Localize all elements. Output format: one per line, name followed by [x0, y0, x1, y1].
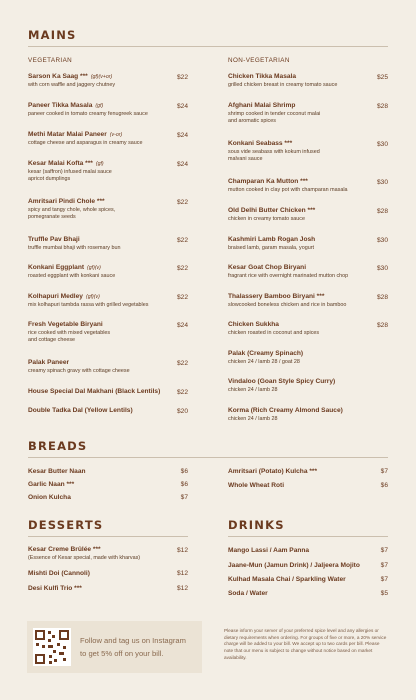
veg-item: Paneer Tikka Masala (gf) paneer cooked in tomato creamy fenugreek sauce	[28, 102, 148, 117]
item-price: $22	[176, 360, 188, 367]
item-price: $30	[376, 237, 388, 244]
dessert-item: Mishti Doi (Cannoli)	[28, 570, 90, 577]
nonveg-item: Afghani Malai Shrimp shrimp cooked in tender coconut malai and aromatic spices	[228, 102, 321, 125]
item-price: $28	[376, 103, 388, 110]
desserts-title: DESSERTS	[28, 518, 104, 532]
veg-item: Fresh Vegetable Biryani rice cooked with mixed vegetables and cottage cheese	[28, 321, 111, 344]
veg-item: Double Tadka Dal (Yellow Lentils)	[28, 407, 133, 414]
nonveg-item: Kashmiri Lamb Rogan Josh braised lamb, garam masala, yogurt	[228, 236, 316, 251]
breads-title: BREADS	[28, 439, 88, 453]
nonveg-item: Chicken Sukkha chicken roasted in coconut and spices	[228, 321, 320, 336]
veg-item: Sarson Ka Saag *** (gf)(v+or) with corn waffle and jaggery chutney	[28, 73, 116, 88]
drinks-rule	[228, 536, 388, 537]
nonveg-item: Champaran Ka Mutton *** mutton cooked in clay pot with champaran masala	[228, 178, 348, 193]
item-price: $25	[376, 74, 388, 81]
item-price: $12	[176, 547, 188, 554]
item-price: $7	[180, 494, 188, 501]
nonveg-item: Palak (Creamy Spinach) chicken 24 / lamb 28 / goat 28	[228, 350, 304, 365]
item-price: $7	[380, 562, 388, 569]
nonveg-item: Vindaloo (Goan Style Spicy Curry) chicken 24 / lamb 28	[228, 378, 336, 393]
nonveg-item: Chicken Tikka Masala grilled chicken breast in creamy tomato sauce	[228, 73, 338, 88]
item-price: $6	[180, 481, 188, 488]
item-price: $30	[376, 141, 388, 148]
veg-item: Truffle Pav Bhaji truffle mumbai bhaji with rosemary bun	[28, 236, 121, 251]
item-price: $28	[376, 322, 388, 329]
veg-item: Amritsari Pindi Chole *** spicy and tangy chole, whole spices, pomegranate seeds	[28, 198, 116, 221]
mains-rule	[28, 46, 388, 47]
item-price: $22	[176, 199, 188, 206]
item-price: $22	[176, 389, 188, 396]
nonveg-item: Konkani Seabass *** sous vide seabass with kokum infused malvani sauce	[228, 140, 320, 163]
item-price: $22	[176, 294, 188, 301]
veg-item: Konkani Eggplant (gf)(v) roasted eggplant with konkani sauce	[28, 264, 116, 279]
breads-rule	[28, 457, 388, 458]
item-price: $6	[180, 468, 188, 475]
item-price: $28	[376, 208, 388, 215]
nonveg-item: Thalassery Bamboo Biryani *** slowcooked boneless chicken and rice in bamboo	[228, 293, 347, 308]
non-vegetarian-heading: NON-VEGETARIAN	[228, 57, 290, 64]
drink-item: Kulhad Masala Chai / Sparkling Water	[228, 576, 346, 583]
item-price: $5	[380, 590, 388, 597]
item-price: $22	[176, 265, 188, 272]
bread-item: Amritsari (Potato) Kulcha ***	[228, 468, 318, 475]
qr-code-icon[interactable]	[33, 628, 71, 666]
item-price: $24	[176, 161, 188, 168]
veg-item: Methi Matar Malai Paneer (v-or) cottage cheese and asparagus in creamy sauce	[28, 131, 143, 146]
vegetarian-heading: VEGETARIAN	[28, 57, 73, 64]
item-price: $12	[176, 585, 188, 592]
bread-item: Kesar Butter Naan	[28, 468, 86, 475]
nonveg-item: Korma (Rich Creamy Almond Sauce) chicken 24 / lamb 28	[228, 407, 343, 422]
item-price: $7	[380, 547, 388, 554]
veg-item: Palak Paneer creamy spinach gravy with cottage cheese	[28, 359, 130, 374]
bread-item: Whole Wheat Roti	[228, 482, 285, 489]
bread-item: Garlic Naan ***	[28, 481, 75, 488]
item-price: $24	[176, 322, 188, 329]
item-price: $24	[176, 103, 188, 110]
item-price: $12	[176, 570, 188, 577]
nonveg-item: Kesar Goat Chop Biryani fragrant rice with overnight marinated mutton chop	[228, 264, 349, 279]
item-price: $24	[176, 132, 188, 139]
veg-item: House Special Dal Makhani (Black Lentils)	[28, 388, 161, 395]
drink-item: Jaane-Mun (Jamun Drink) / Jaljeera Mojito	[228, 562, 360, 569]
nonveg-item: Old Delhi Butter Chicken *** chicken in creamy tomato sauce	[228, 207, 316, 222]
mains-title: MAINS	[28, 28, 77, 42]
item-price: $30	[376, 179, 388, 186]
veg-item: Kolhapuri Medley (gf)(v) mix kolhapuri tambda rassa with grilled vegetables	[28, 293, 149, 308]
drinks-title: DRINKS	[228, 518, 285, 532]
item-price: $30	[376, 265, 388, 272]
veg-item: Kesar Malai Kofta *** (gf) kesar (saffron) infused malai sauce apricot dumplings	[28, 160, 112, 183]
item-price: $22	[176, 237, 188, 244]
item-price: $28	[376, 294, 388, 301]
drink-item: Mango Lassi / Aam Panna	[228, 547, 310, 554]
service-note: Please inform your server of your preferred spice level and any allergies or dietary requirements when ordering. For groups of five or more, a 20% service charge will be added to your bill. We accept up to two cards per bill. Please note that our menu is subject to change without notice based on market availability.	[224, 628, 387, 660]
item-price: $22	[176, 74, 188, 81]
drink-item: Soda / Water	[228, 590, 268, 597]
instagram-promo-text: Follow and tag us on Instagram to get 5% off on your bill.	[80, 636, 186, 658]
bread-item: Onion Kulcha	[28, 494, 71, 501]
item-price: $6	[380, 482, 388, 489]
item-price: $20	[176, 408, 188, 415]
desserts-rule	[28, 536, 188, 537]
item-price: $7	[380, 468, 388, 475]
dessert-item: Kesar Creme Brûlée *** (Essence of Kesar special, made with kharvas)	[28, 546, 141, 561]
item-price: $7	[380, 576, 388, 583]
dessert-item: Desi Kulfi Trio ***	[28, 585, 82, 592]
